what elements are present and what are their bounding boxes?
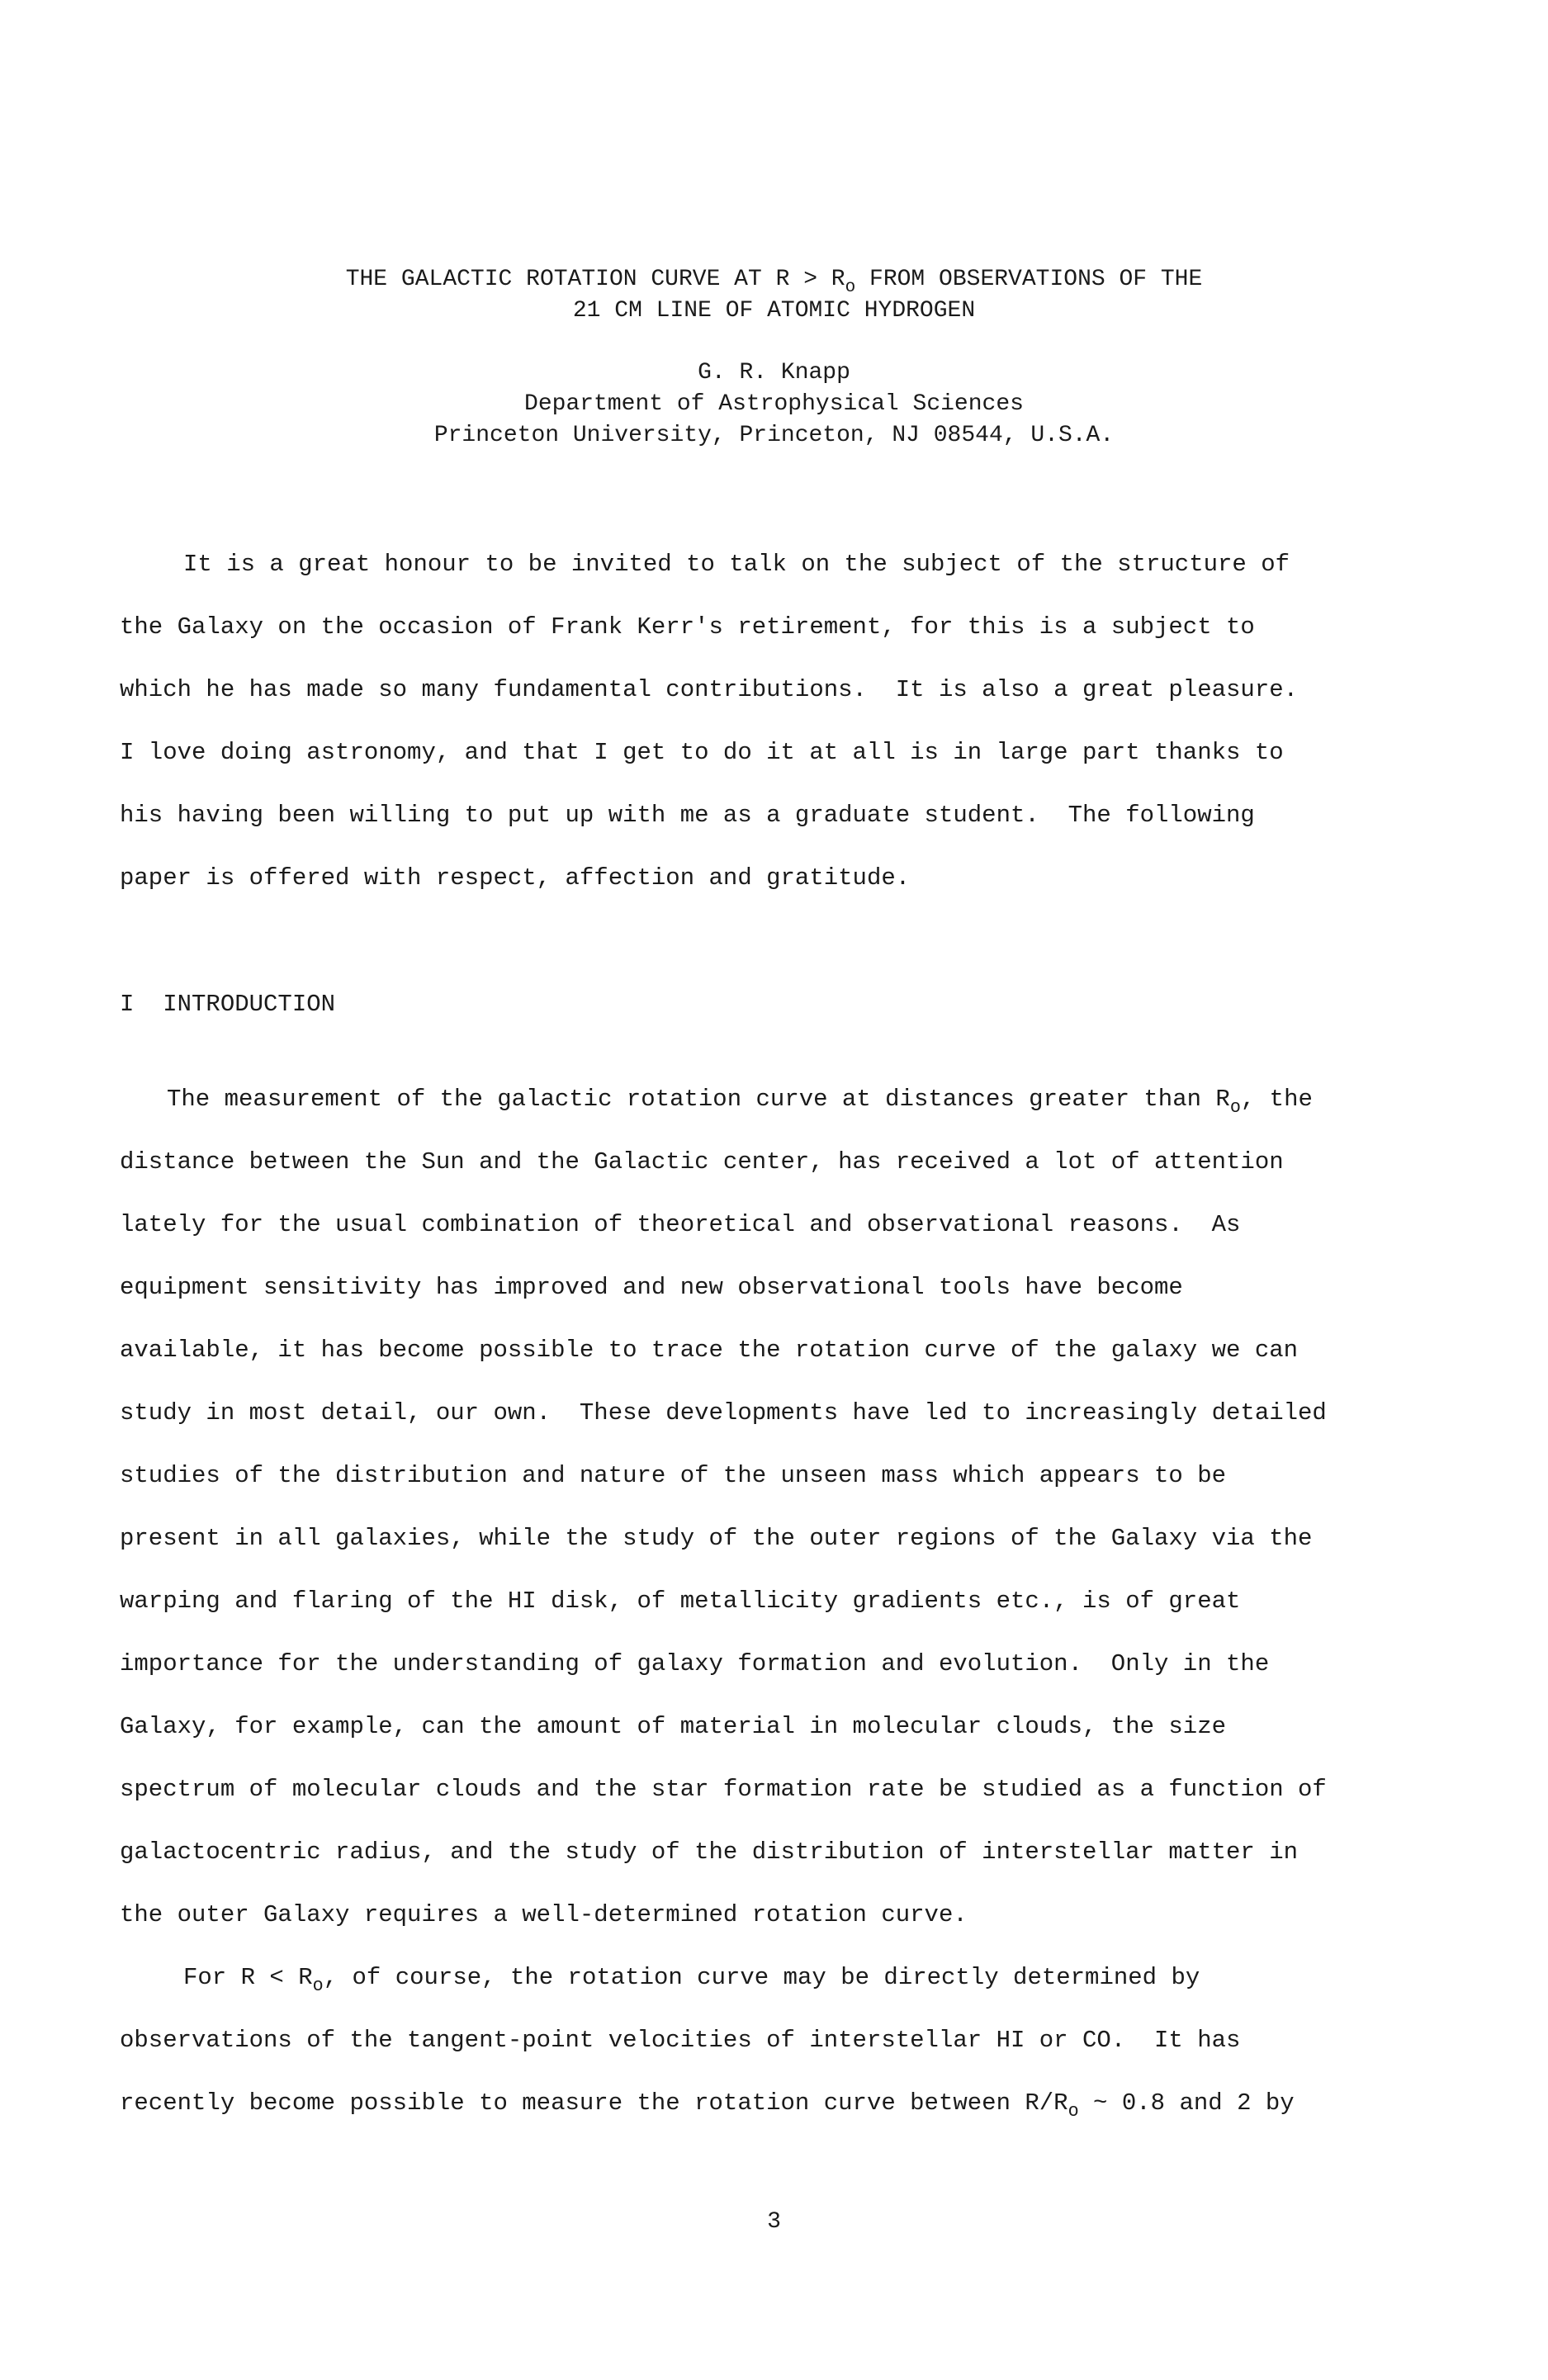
para-text-d: ~ 0.8 and 2 by: [1078, 2089, 1295, 2117]
dedication-line: I love doing astronomy, and that I get to do it at all is in large part thanks to: [120, 739, 1284, 766]
intro-line: distance between the Sun and the Galactic center, has received a lot of attention: [120, 1148, 1284, 1176]
paper-title-line-2: 21 CM LINE OF ATOMIC HYDROGEN: [572, 298, 976, 324]
intro-text-a: The measurement of the galactic rotation curve at distances greater than R: [167, 1086, 1230, 1113]
paragraph-line: [183, 1962, 1200, 1995]
para-subscript: o: [1068, 2101, 1079, 2122]
intro-line: [167, 1084, 1313, 1117]
intro-line: studies of the distribution and nature of the unseen mass which appears to be: [120, 1462, 1227, 1489]
intro-line: present in all galaxies, while the study of the outer regions of the Galaxy via the: [120, 1525, 1313, 1552]
dedication-line: It is a great honour to be invited to talk on the subject of the structure of: [183, 551, 1290, 578]
intro-line: spectrum of molecular clouds and the star formation rate be studied as a function of: [120, 1776, 1327, 1803]
author-name: G. R. Knapp: [698, 360, 850, 386]
intro-line: lately for the usual combination of theoretical and observational reasons. As: [120, 1211, 1241, 1238]
para-text-c: recently become possible to measure the rotation curve between R/R: [120, 2089, 1068, 2117]
intro-line: study in most detail, our own. These developments have led to increasingly detailed: [120, 1399, 1327, 1427]
title-text-a: THE GALACTIC ROTATION CURVE AT R > R: [345, 267, 845, 292]
intro-line: galactocentric radius, and the study of the distribution of interstellar matter in: [120, 1838, 1299, 1866]
paragraph-line: [120, 2088, 1295, 2121]
page-number: 3: [767, 2209, 781, 2235]
intro-subscript: o: [1229, 1097, 1241, 1118]
dedication-line: his having been willing to put up with me as a graduate student. The following: [120, 802, 1255, 829]
section-heading: I INTRODUCTION: [120, 991, 336, 1018]
para-subscript: o: [312, 1975, 324, 1996]
author-affiliation: Princeton University, Princeton, NJ 08544, U.S.A.: [433, 423, 1115, 448]
para-text-a: For R < R: [183, 1964, 313, 1991]
title-subscript: o: [845, 278, 856, 297]
dedication-line: paper is offered with respect, affection and gratitude.: [120, 864, 911, 892]
author-department: Department of Astrophysical Sciences: [524, 391, 1024, 417]
title-text-b: FROM OBSERVATIONS OF THE: [855, 267, 1203, 292]
intro-line: equipment sensitivity has improved and new observational tools have become: [120, 1274, 1183, 1301]
intro-line: warping and flaring of the HI disk, of metallicity gradients etc., is of great: [120, 1587, 1241, 1615]
paper-title-line-1: [0, 264, 1548, 297]
intro-line: Galaxy, for example, can the amount of material in molecular clouds, the size: [120, 1713, 1227, 1740]
intro-text-b: , the: [1240, 1086, 1313, 1113]
intro-line: available, it has become possible to trace the rotation curve of the galaxy we can: [120, 1337, 1299, 1364]
intro-line: importance for the understanding of galaxy formation and evolution. Only in the: [120, 1650, 1270, 1677]
dedication-line: the Galaxy on the occasion of Frank Kerr's retirement, for this is a subject to: [120, 613, 1255, 641]
para-text-b: , of course, the rotation curve may be directly determined by: [323, 1964, 1200, 1991]
dedication-line: which he has made so many fundamental contributions. It is also a great pleasure.: [120, 676, 1299, 703]
paragraph-line: observations of the tangent-point velocities of interstellar HI or CO. It has: [120, 2027, 1241, 2054]
intro-line: the outer Galaxy requires a well-determined rotation curve.: [120, 1901, 968, 1928]
